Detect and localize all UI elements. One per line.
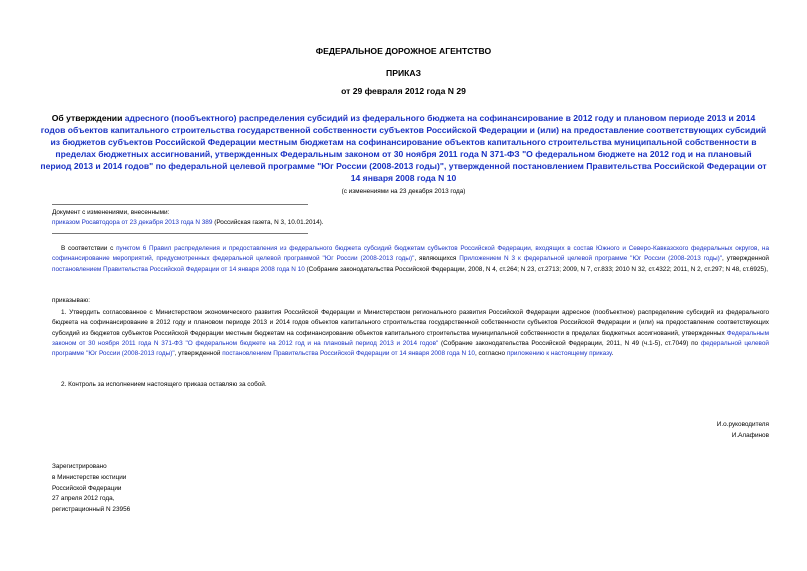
clause-1 bbox=[52, 308, 769, 359]
clause-text: 1. Утвердить согласованное с Министерством экономического развития Российской Федерации и Министерством регионального развития Российской Федерации адресное (пообъектное) распределение субсидий из федерального бюджета на софинансирование в 2012 году и плановом периоде 2013 и 2014 годов объектов капитального строительства государственной собственности субъектов Российской Федерации и (или) на предоставление соответствующих субсидий из бюджетов субъектов Российской Федерации местным бюджетам на софинансирование объектов капитального строительства муниципальной собственности в пределах бюджетных ассигнований, утвержденных bbox=[52, 309, 769, 337]
document-title bbox=[40, 112, 767, 184]
federal-law-link[interactable]: Федеральным законом от 30 ноября 2011 года N 371-ФЗ "О федеральном бюджете на 2012 год и на плановый период 2013 и 2014 годов" bbox=[52, 329, 769, 347]
signatory-role: И.о.руководителя bbox=[716, 421, 769, 428]
clause-text: , утвержденной bbox=[174, 350, 223, 358]
clause-text: 2. Контроль за исполнением настоящего приказа оставляю за собой. bbox=[61, 381, 267, 388]
preamble-text: , являющихся bbox=[414, 255, 460, 263]
preamble-text: (Собрание законодательства Российской Федерации, 2008, N 4, ст.264; N 23, ст.2713; 2009, N 7, ст.833; 2010 N 32, ст.4322; 2011, N 2, ст.297; N 48, ст.6925), bbox=[304, 265, 768, 273]
changes-note: (с изменениями на 23 декабря 2013 года) bbox=[341, 188, 466, 195]
changes-box-top-rule bbox=[52, 204, 308, 205]
appendix-link[interactable]: Приложением N 3 к федеральной целевой программе "Юг России (2008-2013 годы)" bbox=[459, 255, 723, 263]
amendment-link[interactable]: приказом Росавтодора от 23 декабря 2013 года N 389 bbox=[52, 219, 213, 226]
resolution-link[interactable]: постановлением Правительства Российской Федерации от 14 января 2008 года N 10 bbox=[52, 265, 305, 273]
document-type: ПРИКАЗ bbox=[386, 68, 421, 78]
preamble-text: В соответствии с bbox=[61, 245, 117, 252]
clause-text: . bbox=[611, 350, 614, 358]
rules-link[interactable]: пунктом 6 Правил распределения и предоставления из федерального бюджета субсидий бюджетам субъектов Российской Федерации, входящих в состав Южного и Северо-Кавказского федеральных округов, на софинансирование мероприятий, предусмотренных федеральной целевой программой "Юг России (2008-2013 годы)" bbox=[52, 245, 769, 263]
preamble-paragraph bbox=[52, 244, 769, 275]
title-link[interactable]: адресного (пообъектного) распределения субсидий из федерального бюджета на софинансирование в 2012 году и плановом периоде 2013 и 2014 годов объектов капитального строительства государственной собственности субъектов Российской Федерации и (или) на предоставление соответствующих субсидий из бюджетов субъектов Российской Федерации местным бюджетам на софинансирование объектов капитального строительства муниципальной собственности в пределах бюджетных ассигнований, утвержденных Федеральным законом от 30 ноября 2011 года N 371-ФЗ "О федеральном бюджете на 2012 год и на плановый период 2013 и 2014 годов" по федеральной целевой программе "Юг России (2008-2013 годы)", утвержденной постановлением Правительства Российской Федерации от 14 января 2008 года N 10 bbox=[40, 113, 767, 183]
clause-text: , согласно bbox=[474, 350, 507, 358]
clause-2 bbox=[52, 380, 769, 390]
registration-line: регистрационный N 23956 bbox=[52, 506, 131, 514]
resolution-link[interactable]: постановлением Правительства Российской Федерации от 14 января 2008 года N 10 bbox=[222, 350, 475, 358]
registration-line: Зарегистрировано bbox=[52, 463, 107, 470]
registration-line: Российской Федерации bbox=[52, 484, 122, 492]
registration-line: в Министерстве юстиции bbox=[52, 473, 127, 481]
title-prefix: Об утверждении bbox=[51, 113, 125, 123]
clause-text: (Собрание законодательства Российской Федерации, 2011, N 49 (ч.1-5), ст.7049) по bbox=[438, 339, 701, 347]
changes-box-heading: Документ с изменениями, внесенными: bbox=[52, 209, 170, 216]
amendment-source: (Российская газета, N 3, 10.01.2014). bbox=[212, 219, 324, 226]
changes-box-bottom-rule bbox=[52, 233, 308, 234]
registration-block bbox=[52, 462, 130, 516]
document-date: от 29 февраля 2012 года N 29 bbox=[341, 86, 466, 96]
preamble-text: , утвержденной bbox=[722, 255, 769, 263]
order-verb: приказываю: bbox=[52, 297, 90, 304]
changes-box-entry bbox=[52, 218, 324, 228]
agency-name: ФЕДЕРАЛЬНОЕ ДОРОЖНОЕ АГЕНТСТВО bbox=[315, 46, 492, 56]
program-link[interactable]: федеральной целевой программе "Юг России (2008-2013 годы)" bbox=[52, 339, 769, 358]
order-appendix-link[interactable]: приложению к настоящему приказу bbox=[506, 350, 612, 358]
signatory-name: И.Алафинов bbox=[731, 432, 769, 439]
registration-line: 27 апреля 2012 года, bbox=[52, 495, 115, 503]
